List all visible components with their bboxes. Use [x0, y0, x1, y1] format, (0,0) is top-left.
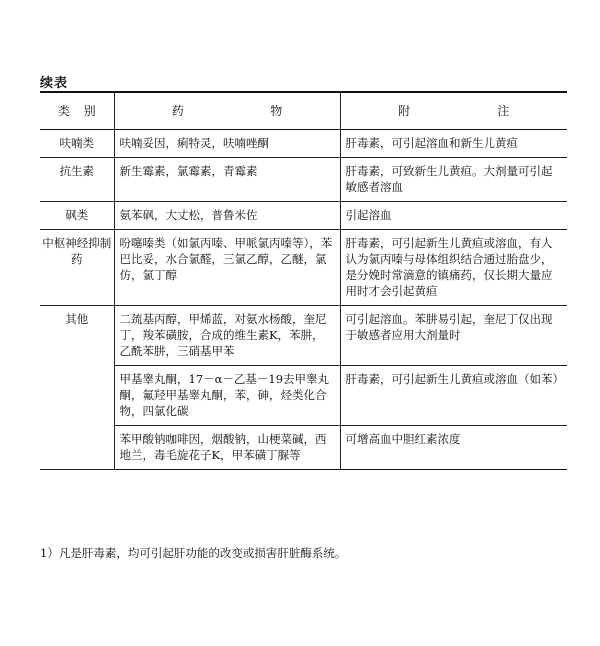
header-category-char: 别 — [83, 104, 96, 118]
category-cell: 抗生素 — [40, 158, 114, 202]
header-row — [40, 92, 567, 130]
category-cell: 中枢神经抑制药 — [40, 230, 114, 306]
table-caption: 续表 — [40, 76, 69, 91]
header-drug-char: 物 — [270, 104, 283, 118]
note-cell: 肝毒素，可引起新生儿黄疸或溶血（如苯） — [340, 366, 567, 426]
drug-cell: 吩噻嗪类（如氯丙嗪、甲哌氯丙嗪等），苯巴比妥，水合氯醛，三氯乙醇，乙醚，氯仿，氯丁醇 — [114, 230, 340, 306]
table-row — [40, 426, 567, 470]
table-row — [40, 306, 567, 366]
header-note — [340, 92, 567, 130]
header-note-char: 注 — [497, 104, 510, 118]
header-note-char: 附 — [398, 104, 411, 118]
drug-cell: 呋喃妥因，痢特灵，呋喃唑酮 — [114, 130, 340, 158]
note-cell: 肝毒素，可引起溶血和新生儿黄疸 — [340, 130, 567, 158]
header-category — [40, 92, 114, 130]
note-cell: 肝毒素，可引起新生儿黄疸或溶血，有人认为氯丙嗪与母体组织结合通过胎盘少，是分娩时常滴意的镇痛药，仅长期大量应用时才会引起黄疸 — [340, 230, 567, 306]
drug-cell: 甲基睾丸酮，17－α－乙基－19去甲睾丸酮，氟羟甲基睾丸酮，苯，砷，烃类化合物，四氯化碳 — [114, 366, 340, 426]
drug-table — [40, 91, 567, 470]
table-row — [40, 130, 567, 158]
table-row — [40, 202, 567, 230]
category-cell: 呋喃类 — [40, 130, 114, 158]
category-cell: 其他 — [40, 306, 114, 470]
category-cell: 砜类 — [40, 202, 114, 230]
drug-cell: 二巯基丙醇，甲烯蓝，对氨水杨酸，奎尼丁，羧苯磺胺，合成的维生素K，苯肼，乙酰苯肼，三硝基甲苯 — [114, 306, 340, 366]
note-cell: 引起溶血 — [340, 202, 567, 230]
header-drug — [114, 92, 340, 130]
header-category-char: 类 — [57, 104, 70, 118]
table-row — [40, 230, 567, 306]
note-cell: 可引起溶血。苯肼易引起，奎尼丁仅出现于敏感者应用大剂量时 — [340, 306, 567, 366]
note-cell: 可增高血中胆红素浓度 — [340, 426, 567, 470]
table-row — [40, 366, 567, 426]
footnote: 1）凡是肝毒素，均可引起肝功能的改变或损害肝脏酶系统。 — [40, 546, 347, 560]
header-drug-char: 药 — [171, 104, 184, 118]
drug-cell: 新生霉素，氯霉素，青霉素 — [114, 158, 340, 202]
drug-cell: 氨苯砜，大丈松，普鲁米佐 — [114, 202, 340, 230]
table-row — [40, 158, 567, 202]
note-cell: 肝毒素，可致新生儿黄疸。大剂量可引起敏感者溶血 — [340, 158, 567, 202]
drug-cell: 苯甲酸钠咖啡因，烟酸钠，山梗菜碱，西地兰，毒毛旋花子K，甲苯磺丁脲等 — [114, 426, 340, 470]
